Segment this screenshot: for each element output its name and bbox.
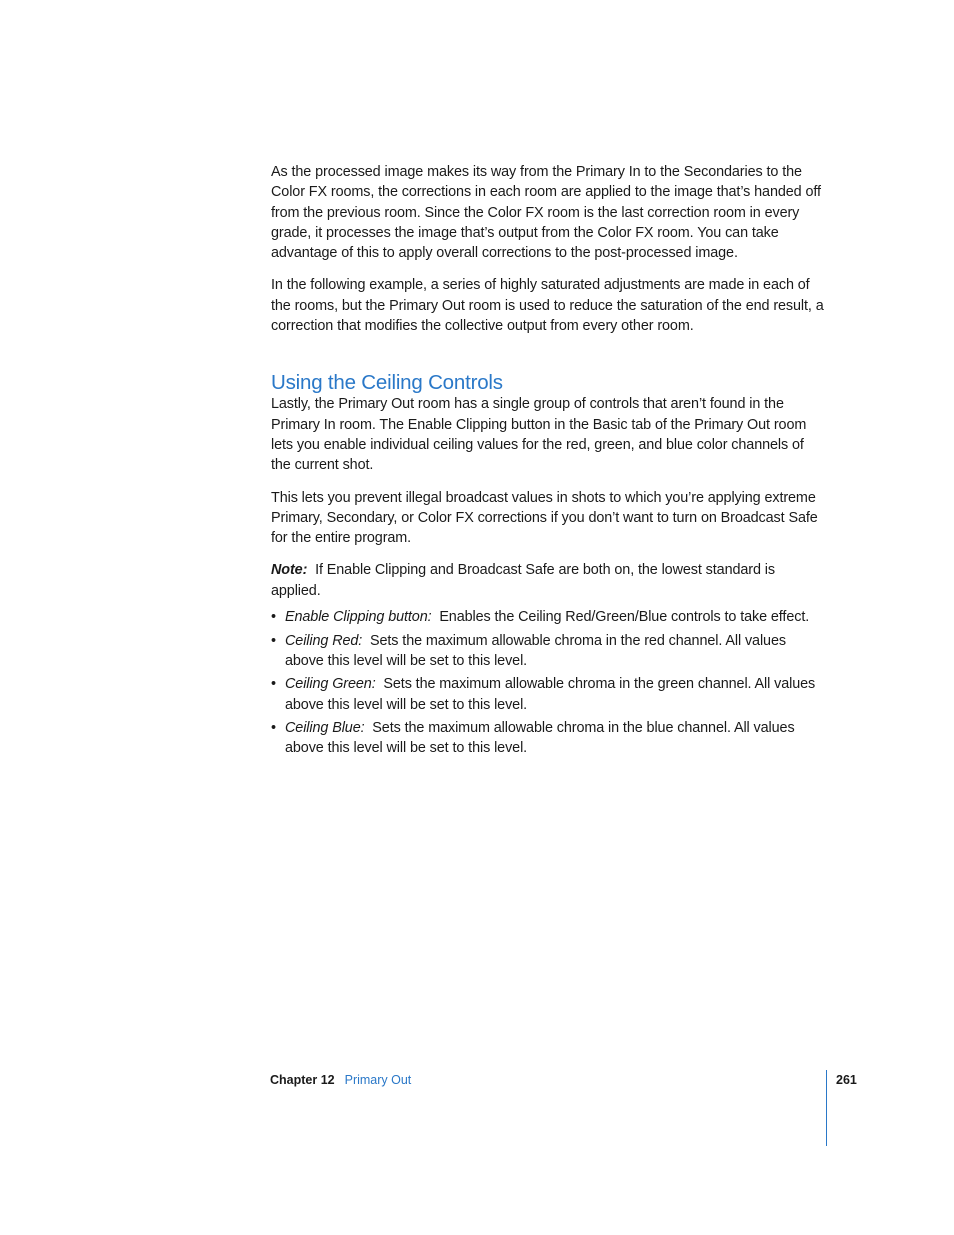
bullet-icon: • bbox=[271, 676, 276, 693]
bullet-icon: • bbox=[271, 720, 276, 737]
note bbox=[271, 560, 827, 601]
list-item-term: Ceiling Green: bbox=[285, 676, 376, 693]
list-item bbox=[271, 718, 827, 759]
body-paragraph: This lets you prevent illegal broadcast values in shots to which you’re applying extreme Primary, Secondary, or Color FX corrections if you don’t want to turn on Broadcast Safe for the entire program. bbox=[271, 489, 818, 547]
body-paragraph: Lastly, the Primary Out room has a single group of controls that aren’t found in the Primary In room. The Enable Clipping button in the Basic tab of the Primary Out room lets you enable individual ceiling values for the red, green, and blue color channels of the current shot. bbox=[271, 396, 807, 474]
bullet-icon: • bbox=[271, 632, 276, 649]
page-number: 261 bbox=[836, 1073, 857, 1087]
list-item-text: Sets the maximum allowable chroma in the green channel. All values above this level will be set to this level. bbox=[285, 676, 816, 713]
list-item bbox=[271, 607, 827, 627]
chapter-number: Chapter 12 bbox=[270, 1073, 335, 1087]
list-item-text: Sets the maximum allowable chroma in the blue channel. All values above this level will be set to this level. bbox=[285, 720, 795, 757]
list-item-text: Enables the Ceiling Red/Green/Blue controls to take effect. bbox=[439, 609, 810, 626]
body-paragraph: In the following example, a series of highly saturated adjustments are made in each of the rooms, but the Primary Out room is used to reduce the saturation of the end result, a correction that modifies the collective output from every other room. bbox=[271, 277, 824, 335]
page-content bbox=[271, 162, 827, 762]
list-item-term: Enable Clipping button: bbox=[285, 609, 432, 626]
list-item bbox=[271, 631, 827, 672]
note-label: Note: bbox=[271, 562, 308, 579]
footer-divider bbox=[826, 1070, 827, 1146]
page-footer bbox=[270, 1072, 411, 1088]
list-item-term: Ceiling Blue: bbox=[285, 720, 365, 737]
list-item-term: Ceiling Red: bbox=[285, 632, 363, 649]
list-item-text: Sets the maximum allowable chroma in the red channel. All values above this level will be set to this level. bbox=[285, 632, 786, 669]
bullet-list bbox=[271, 607, 827, 759]
note-text: If Enable Clipping and Broadcast Safe are both on, the lowest standard is applied. bbox=[271, 562, 775, 599]
bullet-icon: • bbox=[271, 609, 276, 626]
section-heading: Using the Ceiling Controls bbox=[271, 371, 503, 395]
chapter-title-link[interactable]: Primary Out bbox=[344, 1073, 412, 1087]
list-item bbox=[271, 674, 827, 715]
body-paragraph: As the processed image makes its way from the Primary In to the Secondaries to the Color FX rooms, the corrections in each room are applied to the image that’s handed off from the previous room. Since the Color FX room is the last correction room in every grade, it processes the image that’s output from the Color FX room. You can take advantage of this to apply overall corrections to the post-processed image. bbox=[271, 164, 821, 262]
